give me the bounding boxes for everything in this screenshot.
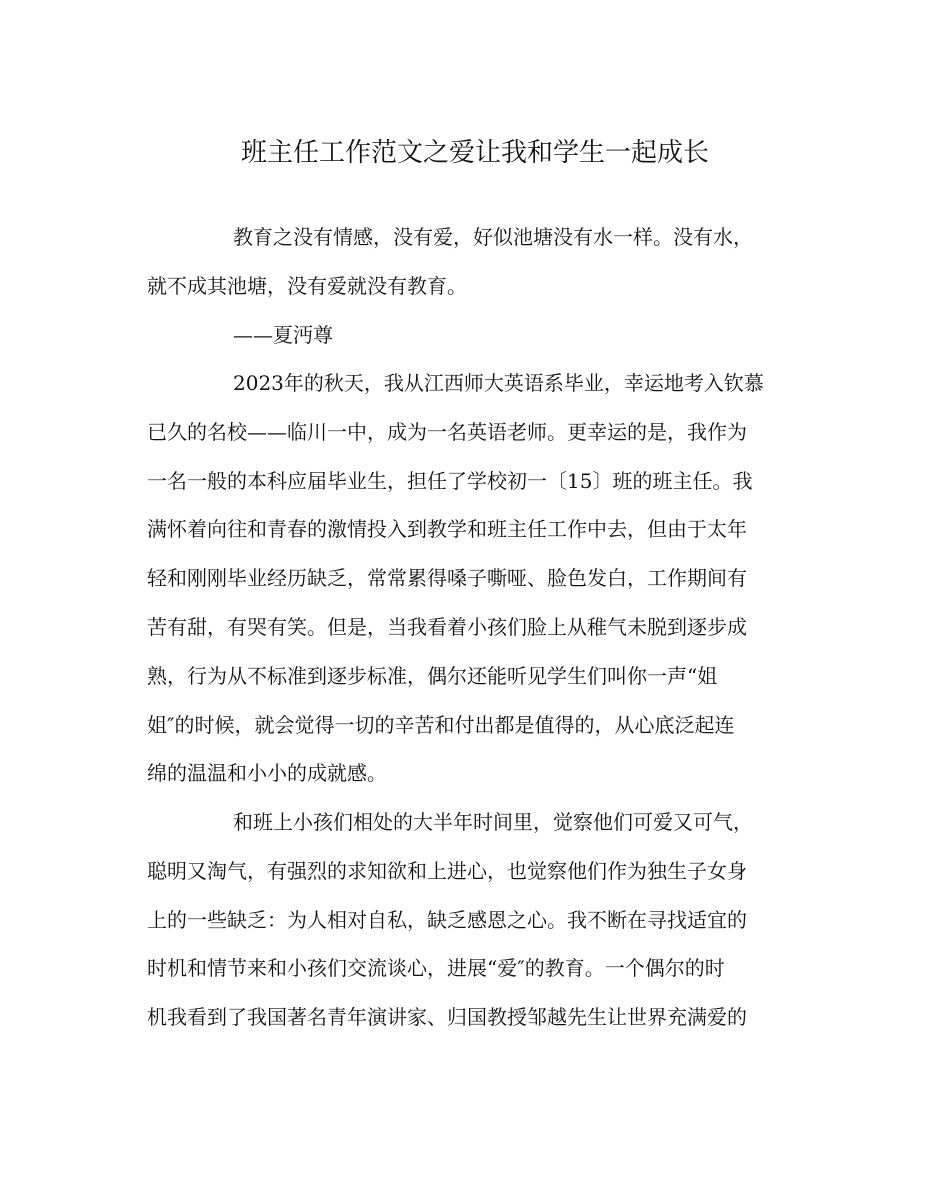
paragraph-2 (147, 798, 753, 1042)
paragraph-line: 一名一般的本科应届毕业生，担任了学校初一〔15〕班的班主任。我 (147, 468, 753, 493)
paragraph-line: 已久的名校——临川一中，成为一名英语老师。更幸运的是，我作为 (147, 419, 747, 444)
paragraph-line: 机我看到了我国著名青年演讲家、归国教授邹越先生让世界充满爱的 (147, 1005, 747, 1030)
paragraph-line: 苦有甜，有哭有笑。但是，当我看着小孩们脸上从稚气未脱到逐步成 (147, 614, 747, 639)
paragraph-line: 2023年的秋天，我从江西师大英语系毕业，幸运地考入钦慕 (233, 371, 764, 395)
quote-author: ——夏沔尊 (233, 322, 333, 347)
paragraph-line: 和班上小孩们相处的大半年时间里，觉察他们可爱又可气， (233, 810, 753, 834)
paragraph-1 (147, 359, 764, 798)
paragraph-line: 上的一些缺乏：为人相对自私，缺乏感恩之心。我不断在寻找适宜的 (147, 907, 747, 932)
quote-block (147, 213, 753, 359)
paragraph-line: 轻和刚刚毕业经历缺乏，常常累得嗓子嘶哑、脸色发白，工作期间有 (147, 566, 747, 591)
paragraph-line: 时机和情节来和小孩们交流谈心，进展“爱″的教育。一个偶尔的时 (147, 956, 725, 981)
document-title: 班主任工作范文之爱让我和学生一起成长 (240, 138, 709, 168)
quote-line: 就不成其池塘，没有爱就没有教育。 (147, 273, 467, 298)
paragraph-line: 绵的温温和小小的成就感。 (147, 761, 387, 786)
paragraph-line: 姐″的时候，就会觉得一切的辛苦和付出都是值得的，从心底泛起连 (147, 712, 735, 737)
paragraph-line: 熟，行为从不标准到逐步标准，偶尔还能听见学生们叫你一声“姐 (147, 663, 718, 688)
quote-line: 教育之没有情感，没有爱，好似池塘没有水一样。没有水， (233, 225, 753, 249)
paragraph-line: 聪明又淘气，有强烈的求知欲和上进心，也觉察他们作为独生子女身 (147, 858, 747, 883)
paragraph-line: 满怀着向往和青春的激情投入到教学和班主任工作中去，但由于太年 (147, 517, 747, 542)
